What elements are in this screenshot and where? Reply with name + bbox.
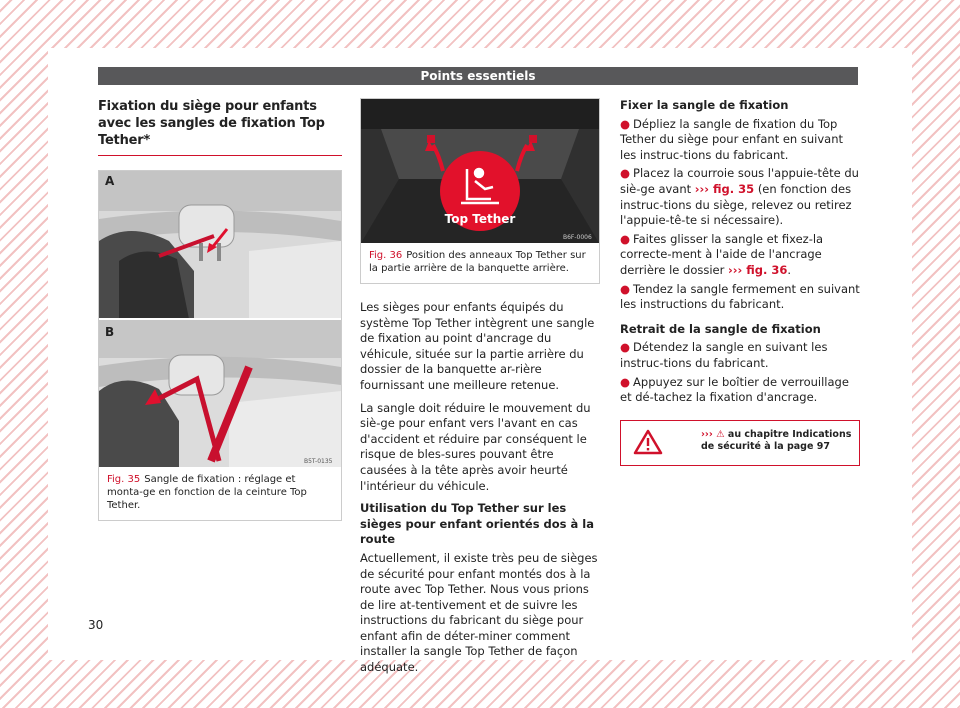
paragraph-rear-facing: Actuellement, il existe très peu de sièges de sécurité pour enfant montés dos à la route avec Top Tether. Nous vous prions de lire at-tentivement et de suivre les instructions du fabricant du siège pour enfant afin de déter-miner comment installer la sangle Top Tether de façon adéquate. — [360, 550, 598, 675]
page-number: 30 — [88, 618, 104, 632]
paragraph-purpose: La sangle doit réduire le mouvement du siè-ge pour enfant vers l'avant en cas d'accident et réduire par conséquent le risque de bles-sures pouvant être causées à la tête après avoir heurté l'intérieur du véhicule. — [360, 400, 591, 493]
header-bar: Points essentiels — [98, 67, 858, 85]
column-right — [620, 98, 860, 466]
figure-35-label-a: A — [105, 174, 115, 188]
figure-35-caption-label: Fig. 35 — [107, 474, 141, 485]
column-left — [98, 98, 342, 521]
page — [48, 48, 912, 675]
list-item: ● Détendez la sangle en suivant les instruc-tions du fabricant. — [620, 340, 828, 370]
figure-36-caption-text: Position des anneaux Top Tether sur la partie arrière de la banquette arrière. — [369, 250, 586, 274]
bullet-icon: ● — [620, 166, 631, 181]
subheading-rear-facing: Utilisation du Top Tether sur les sièges pour enfant orientés dos à la route — [360, 501, 594, 547]
link-fig-35[interactable]: ››› fig. 35 — [694, 181, 755, 196]
bullet-icon: ● — [620, 374, 631, 389]
figure-36-caption — [361, 243, 599, 283]
bullet-icon: ● — [620, 231, 631, 246]
warning-box — [620, 420, 860, 466]
list-item: ● Tendez la sangle fermement en suivant les instructions du fabricant. — [620, 281, 860, 312]
figure-35-illustration — [99, 171, 341, 467]
figure-35 — [98, 170, 342, 521]
bullet-icon: ● — [620, 281, 631, 296]
figure-35-caption-text: Sangle de fixation : réglage et monta-ge en fonction de la ceinture Top Tether. — [107, 474, 307, 511]
list-item: ● Appuyez sur le boîtier de verrouillage et dé-tachez la fixation d'ancrage. — [620, 374, 849, 405]
figure-35-label-b: B — [105, 325, 115, 339]
link-fig-36[interactable]: ››› fig. 36 — [728, 262, 788, 277]
small-warning-triangle-icon: ⚠ — [716, 428, 725, 440]
top-tether-logo-text: Top Tether — [444, 212, 516, 226]
figure-35-caption — [99, 467, 341, 520]
figure-36-caption-label: Fig. 36 — [369, 250, 403, 261]
figure-35-code: B5T-0135 — [304, 458, 333, 465]
body-text — [360, 300, 600, 676]
figure-36-illustration — [361, 99, 599, 243]
list-item: ● Dépliez la sangle de fixation du Top Tether du siège pour enfant en suivant les instruc-tions du fabricant. — [620, 116, 844, 162]
warning-reference[interactable]: au chapitre Indications de sécurité à la page 97 — [701, 428, 852, 452]
list-item: ● Placez la courroie sous l'appuie-tête du siè-ge avant ››› fig. 35 (en fonction des instruc-tions du siège, relevez ou retirez l'appuie-tê-te si nécessaire). — [620, 166, 859, 228]
warning-link-arrows[interactable]: ››› — [701, 428, 713, 440]
figure-36 — [360, 98, 600, 284]
bullet-icon: ● — [620, 116, 631, 131]
paragraph-intro: Les sièges pour enfants équipés du système Top Tether intègrent une sangle de fixation au point d'ancrage du véhicule, située sur la partie arrière du dossier de la banquette ar-rière fournissant une meilleure retenue. — [360, 300, 595, 392]
section-title: Fixation du siège pour enfants avec les sangles de fixation Top Tether* — [98, 98, 342, 156]
warning-triangle-icon — [633, 429, 663, 455]
list-item: ● Faites glisser la sangle et fixez-la correcte-ment à l'aide de l'ancrage derrière le dossier ››› fig. 36. — [620, 231, 824, 277]
column-middle — [360, 98, 600, 683]
warning-text — [701, 429, 853, 453]
bullet-icon: ● — [620, 340, 631, 355]
figure-36-code: B6F-0006 — [563, 234, 592, 241]
subheading-fixer: Fixer la sangle de fixation — [620, 98, 789, 112]
subheading-retrait: Retrait de la sangle de fixation — [620, 321, 821, 336]
